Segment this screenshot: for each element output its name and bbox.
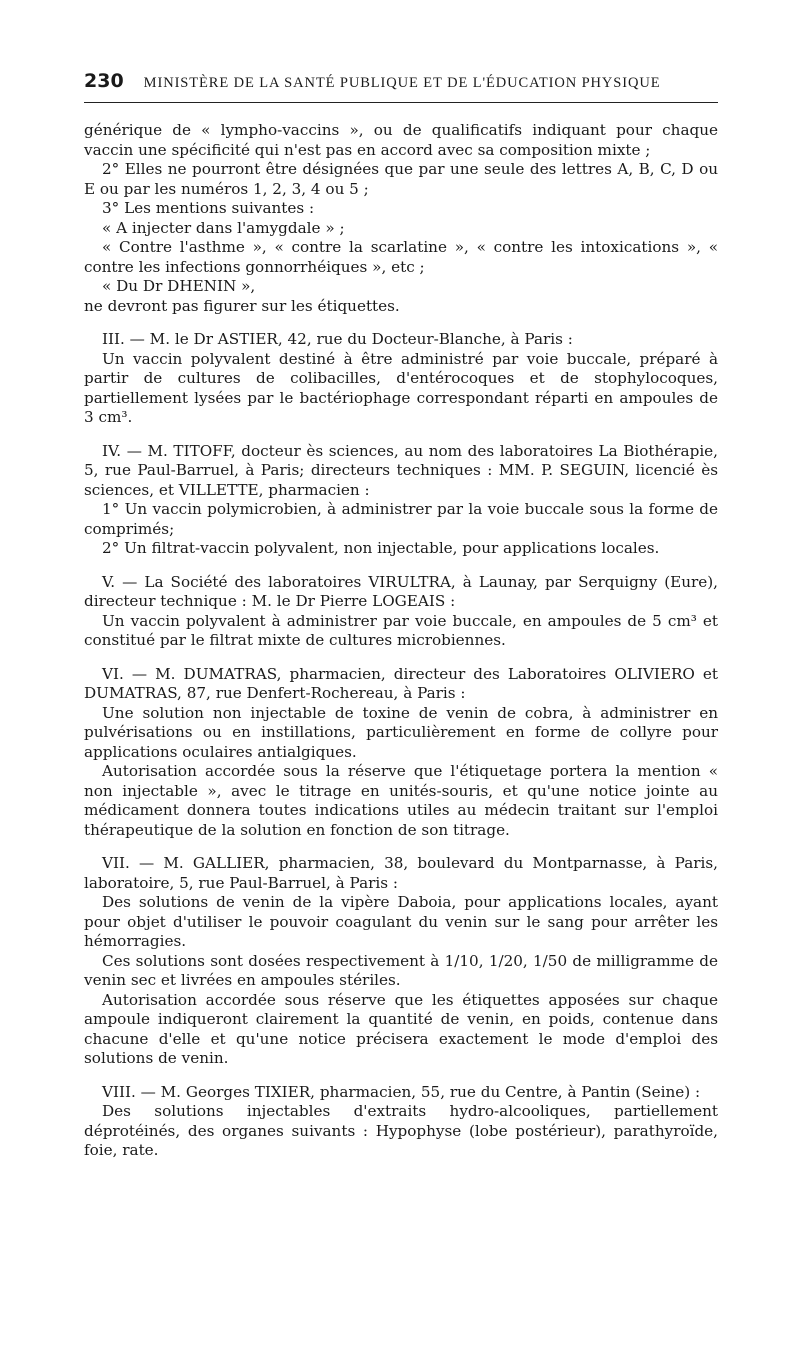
intro-closing: ne devront pas figurer sur les étiquettes. <box>84 296 400 315</box>
section-heading: IV. — M. TITOFF, docteur ès sciences, au nom des laboratoires La Biothérapie, 5, rue Paul-Barruel, à Paris; directeurs techniques : MM. P. SEGUIN, licencié ès sciences, et VILLETTE, pharmacien : <box>84 441 718 499</box>
section-heading: V. — La Société des laboratoires VIRULTRA, à Launay, par Serquigny (Eure), directeur technique : M. le Dr Pierre LOGEAIS : <box>84 572 718 610</box>
section-paragraph: Autorisation accordée sous la réserve que l'étiquetage portera la mention « non injectable », avec le titrage en unités-souris, et qu'une notice jointe au médicament donnera toutes indications utiles au médecin traitant sur l'emploi thérapeutique de la solution en fonction de son titrage. <box>84 762 718 839</box>
section-paragraph: Des solutions de venin de la vipère Daboia, pour applications locales, ayant pour objet d'utiliser le pouvoir coagulant du venin sur le sang pour arrêter les hémorragies. <box>84 893 718 950</box>
intro-mention-1: « A injecter dans l'amygdale » ; <box>102 218 345 237</box>
page-header <box>84 70 718 92</box>
intro-item-3: 3° Les mentions suivantes : <box>102 199 315 217</box>
section-paragraph: Une solution non injectable de toxine de venin de cobra, à administrer en pulvérisations ou en instillations, particulièrement en forme de collyre pour applications oculaires antialgiques. <box>84 703 718 761</box>
section-iv <box>84 442 718 559</box>
section-vi <box>84 665 718 841</box>
section-heading: III. — M. le Dr ASTIER, 42, rue du Docteur-Blanche, à Paris : <box>102 330 573 348</box>
intro-item-2: 2° Elles ne pourront être désignées que par une seule des lettres A, B, C, D ou E ou par les numéros 1, 2, 3, 4 ou 5 ; <box>84 160 718 198</box>
section-heading: VIII. — M. Georges TIXIER, pharmacien, 55, rue du Centre, à Pantin (Seine) : <box>102 1082 701 1101</box>
intro-continuation: générique de « lympho-vaccins », ou de qualificatifs indiquant pour chaque vaccin une spécificité qui n'est pas en accord avec sa composition mixte ; <box>84 121 718 159</box>
page-number: 230 <box>84 70 124 92</box>
section-v <box>84 573 718 651</box>
section-vii <box>84 854 718 1069</box>
section-paragraph: Des solutions injectables d'extraits hydro-alcooliques, partiellement déprotéinés, des organes suivants : Hypophyse (lobe postérieur), parathyroïde, foie, rate. <box>84 1102 718 1159</box>
section-heading: VII. — M. GALLIER, pharmacien, 38, boulevard du Montparnasse, à Paris, laboratoire, 5, rue Paul-Barruel, à Paris : <box>84 854 718 892</box>
section-paragraph: Un vaccin polyvalent à administrer par voie buccale, en ampoules de 5 cm³ et constitué par le filtrat mixte de cultures microbiennes. <box>84 611 718 649</box>
intro-mention-3: « Du Dr DHENIN », <box>102 277 256 295</box>
section-paragraph: 1° Un vaccin polymicrobien, à administrer par la voie buccale sous la forme de comprimés; <box>84 500 718 538</box>
section-iii <box>84 330 718 428</box>
intro-mention-2: « Contre l'asthme », « contre la scarlatine », « contre les intoxications », « contre les infections gonnorrhéiques », etc ; <box>84 238 718 276</box>
section-paragraph: Un vaccin polyvalent destiné à être administré par voie buccale, préparé à partir de cultures de colibacilles, d'entérocoques et de stophylocoques, partiellement lysées par le bactériophage correspondant réparti en ampoules de 3 cm³. <box>84 349 718 426</box>
section-heading: VI. — M. DUMATRAS, pharmacien, directeur des Laboratoires OLIVIERO et DUMATRAS, 87, rue Denfert-Rochereau, à Paris : <box>84 664 718 702</box>
section-paragraph: Autorisation accordée sous réserve que les étiquettes apposées sur chaque ampoule indiqueront clairement la quantité de venin, en poids, contenue dans chacune d'elle et qu'une notice précisera exactement le mode d'emploi des solutions de venin. <box>84 990 718 1067</box>
section-viii <box>84 1083 718 1161</box>
running-title: MINISTÈRE DE LA SANTÉ PUBLIQUE ET DE L'ÉDUCATION PHYSIQUE <box>143 75 661 91</box>
intro-block <box>84 121 718 316</box>
page-body <box>84 121 718 1161</box>
header-rule <box>84 102 718 103</box>
section-paragraph: 2° Un filtrat-vaccin polyvalent, non injectable, pour applications locales. <box>102 539 660 557</box>
section-paragraph: Ces solutions sont dosées respectivement à 1/10, 1/20, 1/50 de milligramme de venin sec et livrées en ampoules stériles. <box>84 951 718 989</box>
